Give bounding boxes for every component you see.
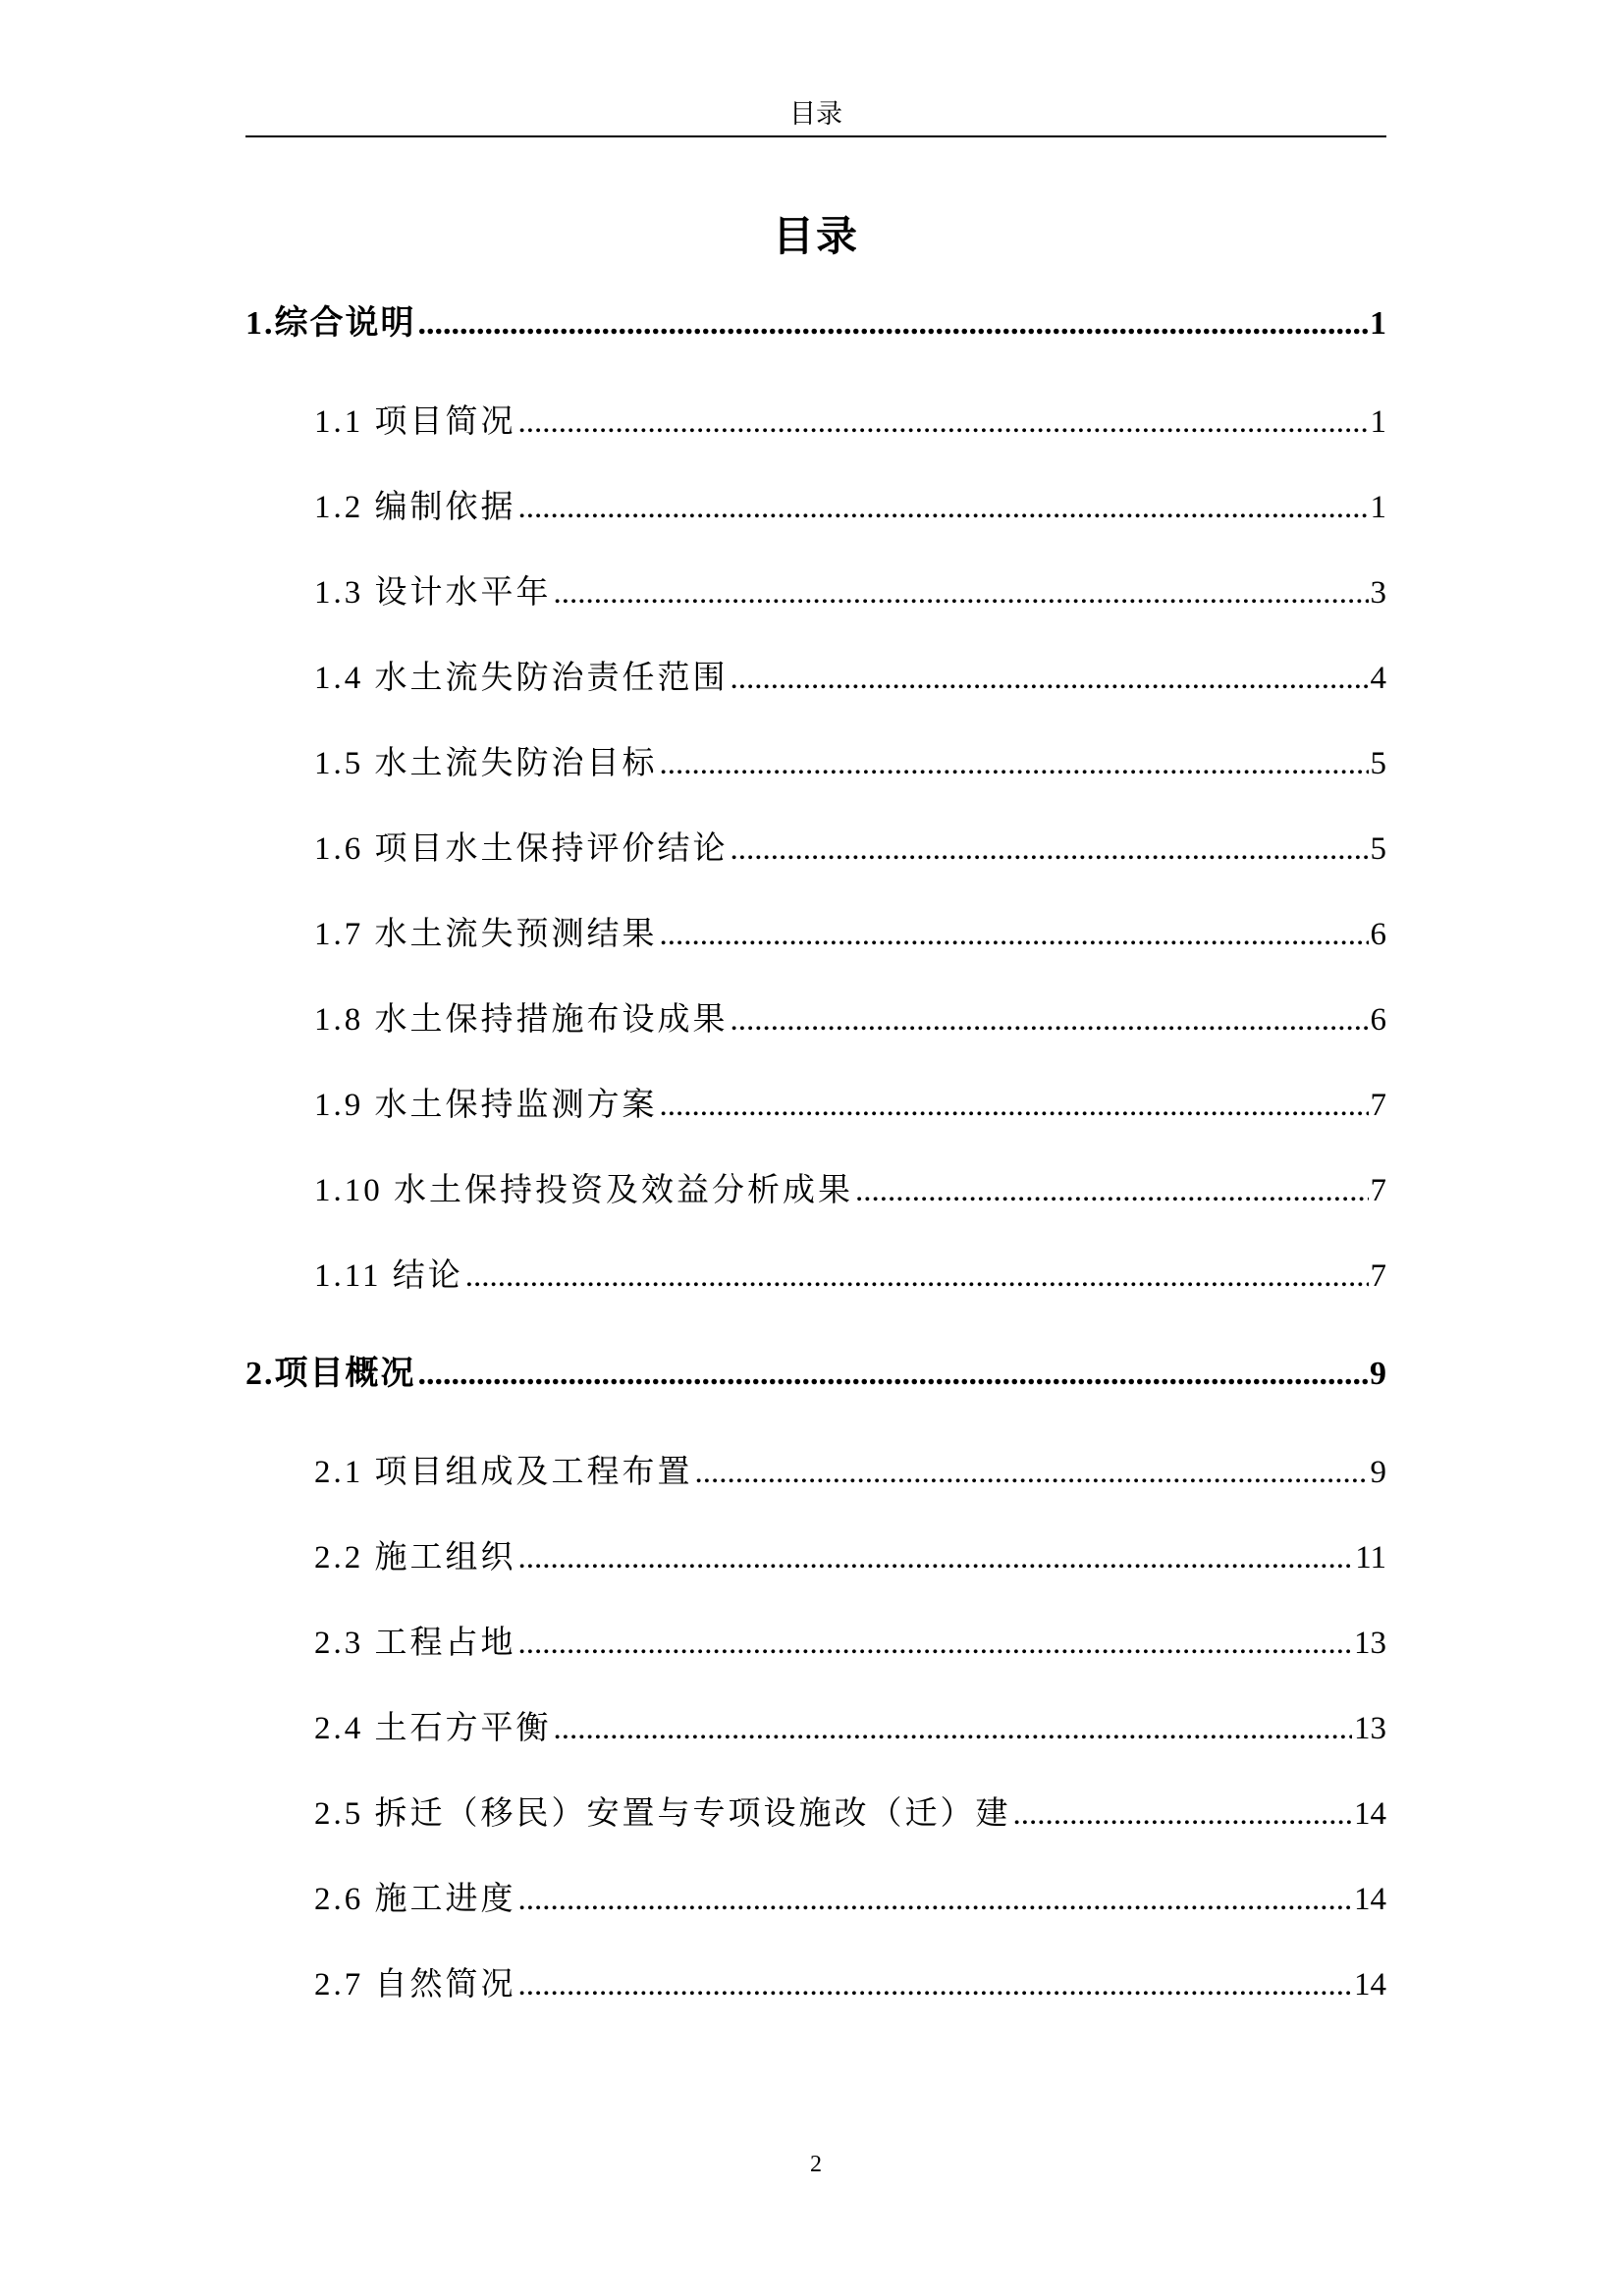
toc-entry-label: 1.综合说明 bbox=[245, 305, 416, 342]
toc-section-entry[interactable] bbox=[314, 1789, 1386, 1840]
toc-entry-label: 2.1 项目组成及工程布置 bbox=[314, 1455, 693, 1490]
page-title: 目录 bbox=[772, 215, 859, 260]
toc-entry-label: 1.4 水土流失防治责任范围 bbox=[314, 661, 729, 696]
toc-section-entry[interactable] bbox=[314, 824, 1386, 875]
toc-dot-leader bbox=[518, 1874, 1353, 1925]
toc-dot-leader bbox=[660, 738, 1369, 789]
toc-section-entry[interactable] bbox=[314, 567, 1386, 618]
toc-dot-leader bbox=[465, 1251, 1369, 1302]
toc-entry-page-number: 7 bbox=[1370, 1258, 1386, 1294]
toc-dot-leader bbox=[731, 824, 1369, 875]
running-header: 目录 bbox=[789, 99, 842, 129]
toc-dot-leader bbox=[731, 653, 1369, 704]
toc-entry-page-number: 6 bbox=[1370, 1002, 1386, 1038]
toc-entry-page-number: 13 bbox=[1354, 1711, 1386, 1746]
toc-dot-leader bbox=[518, 1959, 1353, 2010]
toc-entry-page-number: 4 bbox=[1370, 661, 1386, 696]
toc-entry-page-number: 9 bbox=[1370, 1455, 1386, 1490]
toc-entry-label: 1.7 水土流失预测结果 bbox=[314, 917, 658, 952]
toc-entry-label: 2.项目概况 bbox=[245, 1356, 416, 1392]
toc-dot-leader bbox=[731, 994, 1369, 1045]
toc-dot-leader bbox=[518, 1618, 1353, 1669]
toc-section-entry[interactable] bbox=[314, 909, 1386, 960]
toc-section-entry[interactable] bbox=[314, 1251, 1386, 1302]
toc-entry-page-number: 7 bbox=[1370, 1173, 1386, 1208]
toc-dot-leader bbox=[1013, 1789, 1353, 1840]
toc-section-entry[interactable] bbox=[314, 482, 1386, 533]
toc-entry-page-number: 1 bbox=[1370, 305, 1386, 342]
toc-entry-label: 1.10 水土保持投资及效益分析成果 bbox=[314, 1173, 853, 1208]
toc-dot-leader bbox=[855, 1165, 1369, 1216]
toc-entry-label: 1.5 水土流失防治目标 bbox=[314, 746, 658, 781]
toc-section-entry[interactable] bbox=[314, 738, 1386, 789]
toc-section-entry[interactable] bbox=[314, 1959, 1386, 2010]
toc-dot-leader bbox=[554, 567, 1369, 618]
toc-section-entry[interactable] bbox=[314, 397, 1386, 448]
toc-dot-leader bbox=[418, 1349, 1369, 1400]
toc-entry-label: 2.7 自然简况 bbox=[314, 1967, 516, 2002]
toc-dot-leader bbox=[518, 397, 1369, 448]
toc-entry-label: 1.9 水土保持监测方案 bbox=[314, 1088, 658, 1123]
toc-section-entry[interactable] bbox=[314, 994, 1386, 1045]
page-number: 2 bbox=[810, 2152, 822, 2177]
toc-entry-label: 1.3 设计水平年 bbox=[314, 575, 552, 611]
toc-section-entry[interactable] bbox=[314, 1618, 1386, 1669]
toc-entry-label: 2.2 施工组织 bbox=[314, 1540, 516, 1575]
toc-dot-leader bbox=[660, 1080, 1369, 1131]
toc-entry-label: 2.3 工程占地 bbox=[314, 1626, 516, 1661]
toc-entry-page-number: 3 bbox=[1370, 575, 1386, 611]
toc-dot-leader bbox=[660, 909, 1369, 960]
toc-entry-page-number: 5 bbox=[1370, 831, 1386, 867]
toc-entry-label: 1.1 项目简况 bbox=[314, 404, 516, 440]
toc-entry-page-number: 5 bbox=[1370, 746, 1386, 781]
toc-entry-label: 1.11 结论 bbox=[314, 1258, 463, 1294]
toc-section-entry[interactable] bbox=[314, 1874, 1386, 1925]
toc-entry-page-number: 14 bbox=[1354, 1796, 1386, 1832]
toc-entry-label: 1.2 编制依据 bbox=[314, 490, 516, 525]
toc-entry-page-number: 6 bbox=[1370, 917, 1386, 952]
toc-section-entry[interactable] bbox=[314, 1703, 1386, 1754]
toc-entry-page-number: 13 bbox=[1354, 1626, 1386, 1661]
toc-entry-page-number: 14 bbox=[1354, 1882, 1386, 1917]
toc-entry-label: 2.4 土石方平衡 bbox=[314, 1711, 552, 1746]
toc-entry-page-number: 1 bbox=[1370, 404, 1386, 440]
toc-entry-page-number: 11 bbox=[1355, 1540, 1386, 1575]
toc-dot-leader bbox=[554, 1703, 1353, 1754]
toc-section-entry[interactable] bbox=[314, 653, 1386, 704]
toc-dot-leader bbox=[518, 482, 1369, 533]
toc-section-entry[interactable] bbox=[314, 1165, 1386, 1216]
toc-entry-page-number: 9 bbox=[1370, 1356, 1386, 1392]
toc-section-entry[interactable] bbox=[314, 1447, 1386, 1498]
toc-section-entry[interactable] bbox=[314, 1532, 1386, 1583]
toc-entry-label: 2.6 施工进度 bbox=[314, 1882, 516, 1917]
toc-entry-label: 2.5 拆迁（移民）安置与专项设施改（迁）建 bbox=[314, 1796, 1011, 1832]
toc-dot-leader bbox=[695, 1447, 1369, 1498]
toc-section-entry[interactable] bbox=[314, 1080, 1386, 1131]
toc-dot-leader bbox=[518, 1532, 1354, 1583]
toc-entry-page-number: 14 bbox=[1354, 1967, 1386, 2002]
toc-dot-leader bbox=[418, 298, 1369, 349]
toc-chapter-entry[interactable] bbox=[245, 1349, 1386, 1400]
toc-entry-label: 1.8 水土保持措施布设成果 bbox=[314, 1002, 729, 1038]
toc-entry-label: 1.6 项目水土保持评价结论 bbox=[314, 831, 729, 867]
toc-chapter-entry[interactable] bbox=[245, 298, 1386, 349]
toc-entry-page-number: 7 bbox=[1370, 1088, 1386, 1123]
toc-entry-page-number: 1 bbox=[1370, 490, 1386, 525]
